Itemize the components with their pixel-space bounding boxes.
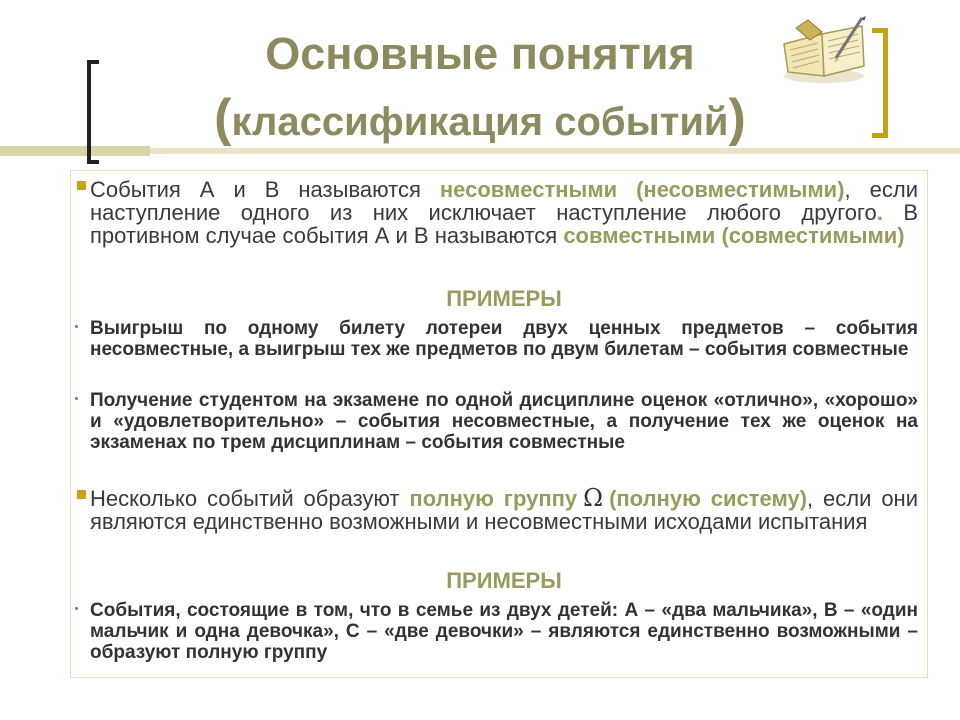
decorative-bar-left [0, 146, 150, 156]
term-compatible: совместными (совместимыми) [563, 223, 905, 248]
title-paren-close: ) [728, 89, 746, 147]
example-2: Получение студентом на экзамене по одной дисциплине оценок «отлично», «хорошо» и «удовлетворительно» – события несовместные, а получение тех же оценок на экзаменах по трем дисциплинам – события совместные [90, 390, 918, 453]
text-segment: , если наступление одного из них исключает наступление любого другого [90, 177, 918, 225]
slide-title-line-2 [150, 88, 810, 152]
title-line-2-text: классификация событий [231, 100, 729, 144]
decorative-bracket-left [87, 60, 99, 164]
bullet-dot-icon [75, 325, 78, 328]
examples-heading-1: ПРИМЕРЫ [446, 286, 562, 311]
definition-complete-group [90, 484, 918, 534]
decorative-bar-right [150, 148, 960, 154]
slide-title-line-1: Основные понятия [265, 28, 695, 79]
example-3: События, состоящие в том, что в семье из двух детей: А – «два мальчика», В – «один мальчик и одна девочка», С – «две девочки» – являются единственно возможными – образуют полную группу [90, 600, 918, 663]
example-1: Выигрыш по одному билету лотереи двух ценных предметов – события несовместные, а выигрыш тех же предметов по двум билетам – события совместные [90, 318, 918, 360]
definition-incompatible-events [90, 178, 918, 247]
text-segment: В противном случае события А и В называются [90, 200, 918, 248]
text-segment: , если они являются единственно возможными и несовместными исходами испытания [90, 486, 918, 534]
examples-heading-2: ПРИМЕРЫ [446, 568, 562, 593]
bullet-square-icon [77, 181, 86, 190]
text-segment: События А и В называются [90, 177, 440, 202]
decorative-bracket-right [872, 28, 888, 138]
term-complete-system: (полную систему) [609, 486, 808, 511]
text-segment: Несколько событий образуют [90, 486, 410, 511]
term-complete-group: полную группу [409, 486, 578, 511]
omega-symbol: Ω [583, 484, 604, 512]
bullet-dot-icon [75, 607, 78, 610]
bullet-square-icon [77, 490, 86, 499]
bullet-dot-icon [75, 397, 78, 400]
text-segment: . [876, 200, 883, 225]
term-incompatible: несовместными (несовместимыми) [439, 177, 845, 202]
title-paren-open: ( [214, 89, 232, 147]
open-book-icon [778, 14, 870, 88]
